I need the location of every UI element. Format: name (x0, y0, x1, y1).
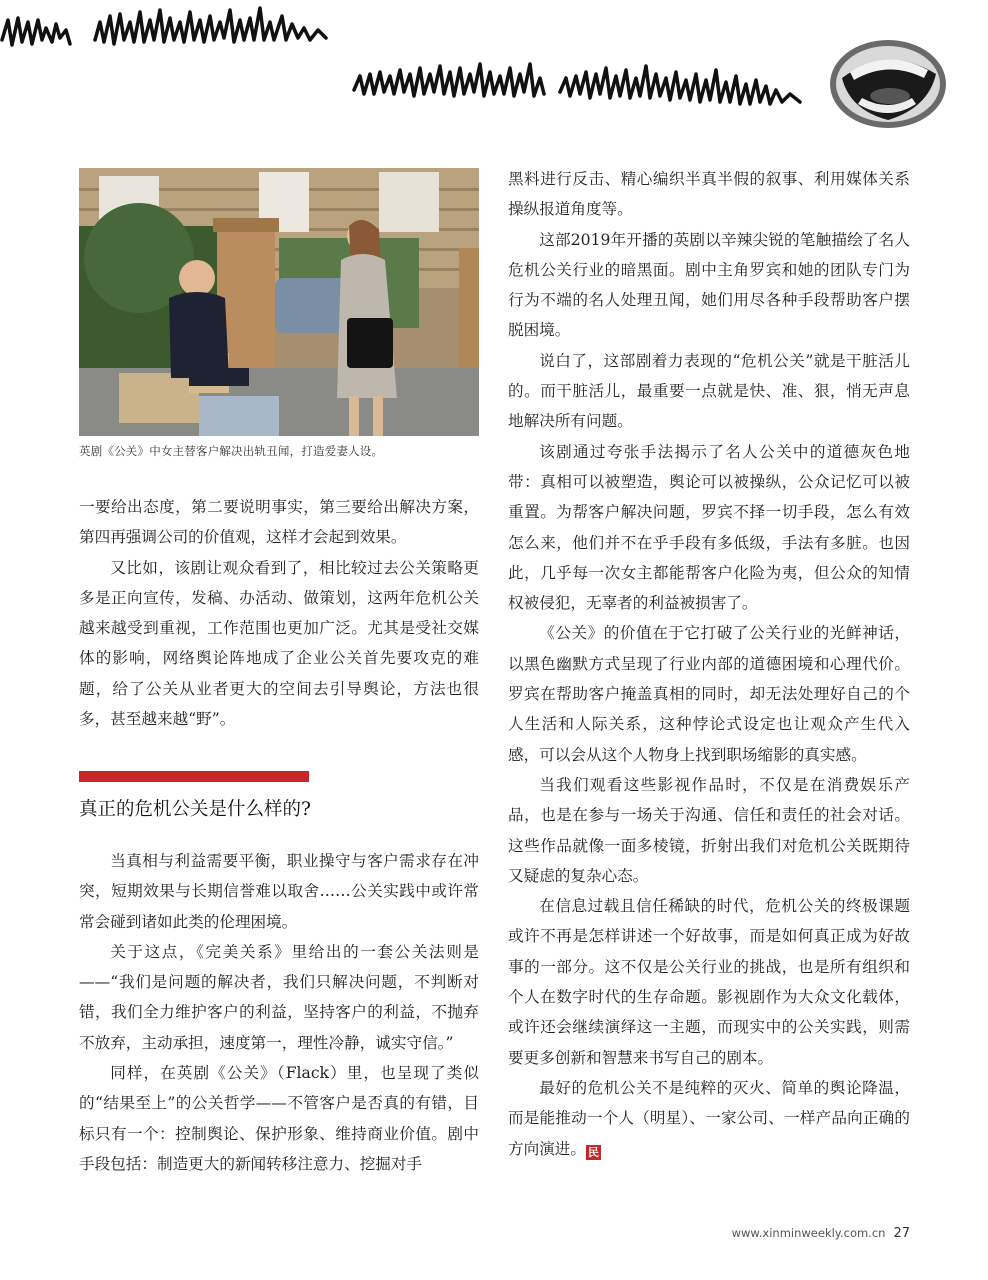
paragraph: 关于这点，《完美关系》里给出的一套公关法则是——“我们是问题的解决者，我们只解决问题，不判断对错，我们全力维护客户的利益，坚持客户的利益，不抛弃不放弃，主动承担，速度第一，理性冷静，诚实守信。” (79, 942, 479, 1052)
website-url: www.xinminweekly.com.cn (731, 1226, 886, 1240)
paragraph: 这部2019年开播的英剧以辛辣尖锐的笔触描绘了名人危机公关行业的暗黑面。剧中主角罗宾和她的团队专门为行为不端的名人处理丑闻，她们用尽各种手段帮助客户摆脱困境。 (508, 230, 910, 340)
end-mark-icon: 民 (587, 1145, 599, 1159)
paragraph: 说白了，这部剧着力表现的“危机公关”就是干脏活儿的。而干脏活儿，最重要一点就是快、准、狠，悄无声息地解决所有问题。 (508, 351, 910, 431)
right-column (508, 164, 910, 1164)
paragraph: 在信息过载且信任稀缺的时代，危机公关的终极课题或许不再是怎样讲述一个好故事，而是如何真正成为好故事的一部分。这不仅是公关行业的挑战，也是所有组织和个人在数字时代的生存命题。影视剧作为大众文化载体，或许还会继续演绎这一主题，而现实中的公关实践，则需要更多创新和智慧来书写自己的剧本。 (508, 897, 910, 1067)
final-text: 最好的危机公关不是纯粹的灭火、简单的舆论降温，而是能推动一个人（明星）、一家公司、一样产品向正确的方向演进。 (508, 1078, 910, 1158)
section-red-bar (79, 771, 309, 782)
scribble-decoration-top (0, 0, 340, 60)
paragraph: 当真相与利益需要平衡，职业操守与客户需求存在冲突，短期效果与长期信誉难以取舍……公关实践中或许常常会碰到诸如此类的伦理困境。 (79, 852, 479, 931)
paragraph: 又比如，该剧让观众看到了，相比较过去公关策略更多是正向宣传，发稿、办活动、做策划，这两年危机公关越来越受到重视，工作范围也更加广泛。尤其是受社交媒体的影响，网络舆论阵地成了企业公关首先要攻克的难题，给了公关从业者更大的空间去引导舆论，方法也很多，甚至越来越“野”。 (79, 558, 479, 729)
paragraph-final (508, 1073, 910, 1164)
tv-still-photo (79, 168, 479, 436)
shouting-mouth-image (828, 38, 946, 134)
paragraph: 黑料进行反击、精心编织半真半假的叙事、利用媒体关系操纵报道角度等。 (508, 170, 910, 219)
page-footer (700, 1226, 910, 1241)
paragraph: 同样，在英剧《公关》（Flack）里，也呈现了类似的“结果至上”的公关哲学——不管客户是否真的有错，目标只有一个：控制舆论、保护形象、维持商业价值。剧中手段包括：制造更大的新闻转移注意力、挖掘对手 (79, 1064, 479, 1173)
paragraph: 《公关》的价值在于它打破了公关行业的光鲜神话，以黑色幽默方式呈现了行业内部的道德困境和心理代价。罗宾在帮助客户掩盖真相的同时，却无法处理好自己的个人生活和人际关系，这种悖论式设定也让观众产生代入感，可以会从这个人物身上找到职场缩影的真实感。 (508, 624, 910, 764)
scribble-decoration-middle (350, 50, 820, 120)
section-heading: 真正的危机公关是什么样的? (79, 799, 311, 820)
paragraph: 一要给出态度，第二要说明事实，第三要给出解决方案，第四再强调公司的价值观，这样才会起到效果。 (79, 498, 479, 547)
paragraph: 该剧通过夸张手法揭示了名人公关中的道德灰色地带：真相可以被塑造，舆论可以被操纵，公众记忆可以被重置。为帮客户解决问题，罗宾不择一切手段，怎么有效怎么来，他们并不在乎手段有多低级，手法有多脏。也因此，几乎每一次女主都能帮客户化险为夷，但公众的知情权被侵犯，无辜者的利益被损害了。 (508, 442, 910, 613)
page-number: 27 (893, 1226, 910, 1241)
paragraph: 当我们观看这些影视作品时，不仅是在消费娱乐产品，也是在参与一场关于沟通、信任和责任的社会对话。这些作品就像一面多棱镜，折射出我们对危机公关既期待又疑虑的复杂心态。 (508, 775, 910, 885)
photo-caption: 英剧《公关》中女主替客户解决出轨丑闻，打造爱妻人设。 (79, 444, 384, 458)
left-column-upper (79, 492, 479, 734)
left-column-lower (79, 846, 479, 1179)
